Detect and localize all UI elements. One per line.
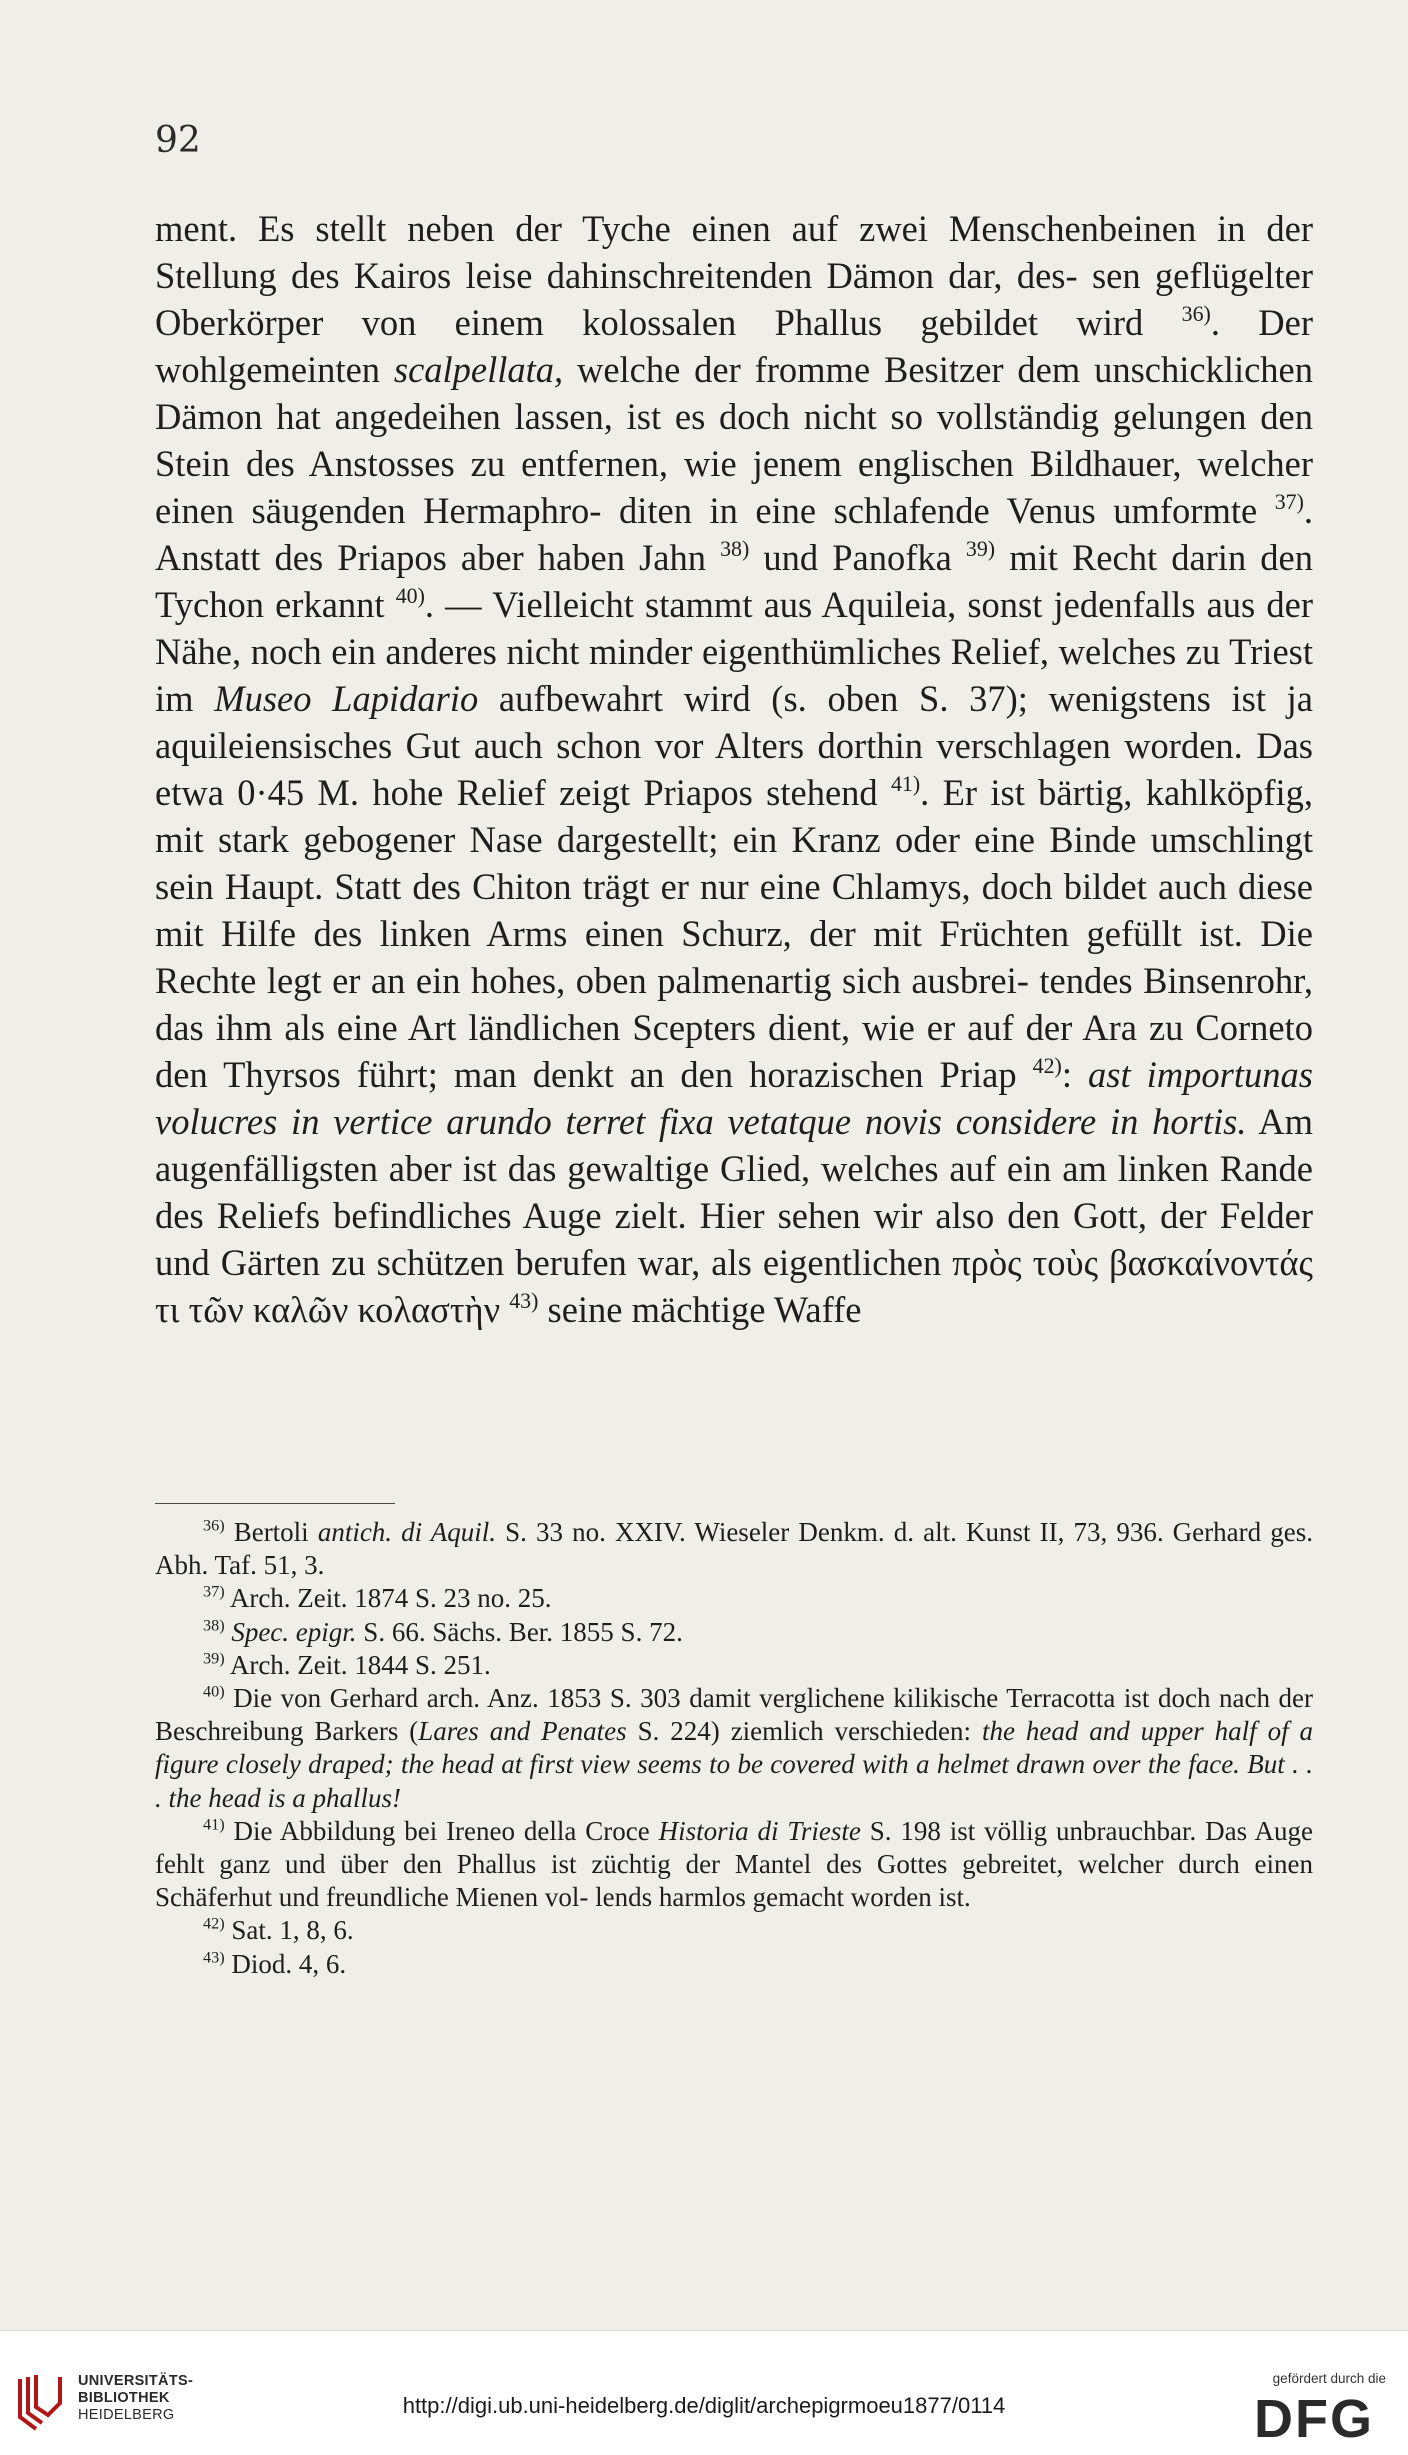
institution-line: BIBLIOTHEK [78,2390,170,2406]
italic-phrase: antich. di Aquil. [317,1517,497,1547]
footnote-ref: 43) [509,1287,539,1313]
funded-by-label: gefördert durch die [1272,2371,1386,2386]
permalink-url[interactable]: http://digi.ub.uni-heidelberg.de/diglit/archepigrmoeu1877/0114 [402,2393,1006,2418]
text-run: Die von Gerhard arch. Anz. 1853 S. 303 damit verglichene kilikische Terracotta ist doch nach der Beschreibung Barkers ( [155,1683,1313,1747]
footnote-rule [155,1503,395,1504]
text-run: S. 198 ist völlig unbrauchbar. Das Auge fehlt ganz und über den Phallus ist züchtig der Mantel des Gottes gebreitet, welcher durch einen Schäferhut und freundliche Mienen vol- lends harmlos gemacht worden ist. [155,1815,1313,1913]
footnote-ref: 41) [203,1815,225,1834]
text-run: welche der fromme Besitzer dem unschicklichen Dämon hat angedeihen lassen, ist es doch nicht so vollständig gelungen den Stein des Anstosses zu entfernen, wie jenem englischen Bildhauer, welcher einen säugenden Hermaphro- diten in eine schlafende Venus umformte [155,349,1313,531]
text-run: Sat. 1, 8, 6. [224,1915,354,1946]
footnote-ref: 36) [203,1516,225,1535]
footnote-ref: 42) [203,1914,225,1933]
footnote-ref: 38) [720,535,750,561]
text-run: mit Recht darin den Tychon erkannt [155,537,1313,625]
dfg-logo [1254,2391,1388,2443]
text-run: Am augenfälligsten aber ist das gewaltige Glied, welches auf ein am linken Rande des Reliefs befindliches Auge zielt. Hier sehen wir also den Gott, der Felder und Gärten zu schützen berufen war, als eigentlichen πρὸς τοὺς βασκαίνοντάς τι τῶν καλῶν κολαστὴν [155,1101,1313,1330]
text-run: Arch. Zeit. 1844 S. 251. [224,1649,491,1680]
footnote-ref: 37) [1274,488,1304,514]
footnote-ref: 43) [203,1948,225,1967]
text-run: Arch. Zeit. 1874 S. 23 no. 25. [224,1583,552,1614]
text-run: : [1061,1054,1089,1095]
text-run: Diod. 4, 6. [224,1948,347,1979]
footnote-ref: 38) [203,1616,225,1635]
footnote [155,1948,1313,1981]
footnote-ref: 41) [890,770,921,796]
text-run: S. 66. Sächs. Ber. 1855 S. 72. [356,1616,683,1647]
text-run: . Er ist bärtig, kahlköpfig, mit stark gebogener Nase dargestellt; ein Kranz oder eine Binde umschlingt sein Haupt. Statt des Chiton trägt er nur eine Chlamys, doch bildet auch diese mit Hilfe des linken Arms einen Schurz, der mit Früchten gefüllt ist. Die Rechte legt er an ein hohes, oben palmenartig sich ausbrei- tendes Binsenrohr, das ihm als eine Art ländlichen Scepters dient, wie er auf der Ara zu Corneto den Thyrsos führt; man denkt an den horazischen Priap [155,772,1313,1095]
body-text [155,205,1313,1333]
footnote [155,1616,1313,1649]
footnote-ref: 37) [203,1582,225,1601]
footer-bar [0,2330,1408,2455]
text-run: S. 33 no. XXIV. Wieseler Denkm. d. alt. Kunst II, 73, 936. Gerhard ges. Abh. Taf. 51, 3. [155,1517,1313,1581]
text-run: S. 224) ziemlich verschieden: [626,1716,982,1747]
footnote [155,1582,1313,1615]
text-run: und Panofka [749,537,966,578]
italic-phrase: scalpellata, [393,349,564,390]
italic-phrase: Lares and Penates [418,1716,627,1747]
page-number: 92 [155,120,201,161]
footnote-ref: 39) [965,535,996,561]
footnotes [155,1516,1313,1981]
italic-phrase: ast importunas volucres in vertice arundo terret fixa vetatque novis considere in hortis. [155,1054,1313,1142]
text-run: Bertoli [224,1517,318,1547]
institution-line: HEIDELBERG [78,2407,175,2423]
text-run: ment. Es stellt neben der Tyche einen auf zwei Menschenbeinen in der Stellung des Kairos leise dahinschreitenden Dämon dar, des- sen geflügelter Oberkörper von einem kolossalen Phallus gebildet wird [155,208,1313,343]
text-run: . — Vielleicht stammt aus Aquileia, sonst jedenfalls aus der Nähe, noch ein anderes nicht minder eigenthümliches Relief, welches zu Triest im [155,584,1313,719]
footnote-ref: 40) [203,1682,225,1701]
italic-phrase: Museo Lapidario [214,678,479,719]
footnote [155,1815,1313,1915]
text-run: seine mächtige Waffe [538,1289,862,1330]
italic-phrase: the head and upper half of a figure closely draped; the head at first view seems to be covered with a helmet drawn over the face. But . . . the head is a phallus! [155,1716,1314,1813]
institution-line: UNIVERSITÄTS- [78,2373,194,2389]
italic-phrase: Historia di Trieste [658,1815,861,1846]
footnote-ref: 42) [1032,1052,1062,1078]
footnote-ref: 36) [1181,300,1211,326]
footnote [155,1682,1313,1815]
dfg-logo-text: DFG [1254,2391,1374,2443]
footnote-ref: 39) [203,1649,225,1668]
text-run: Die Abbildung bei Ireneo della Croce [224,1815,659,1846]
italic-phrase: Spec. epigr. [231,1616,357,1647]
footnote [155,1649,1313,1682]
text-run: . Der wohlgemeinten [155,302,1313,390]
footnote [155,1516,1313,1582]
footnote-ref: 40) [395,582,425,608]
body-paragraph [155,205,1313,1333]
footnote [155,1914,1313,1947]
text-run: aufbewahrt wird (s. oben S. 37); wenigstens ist ja aquileiensisches Gut auch schon vor Alters dorthin verschlagen worden. Das etwa 0·45 M. hohe Relief zeigt Priapos stehend [155,678,1313,813]
text-run: . Anstatt des Priapos aber haben Jahn [155,490,1313,578]
